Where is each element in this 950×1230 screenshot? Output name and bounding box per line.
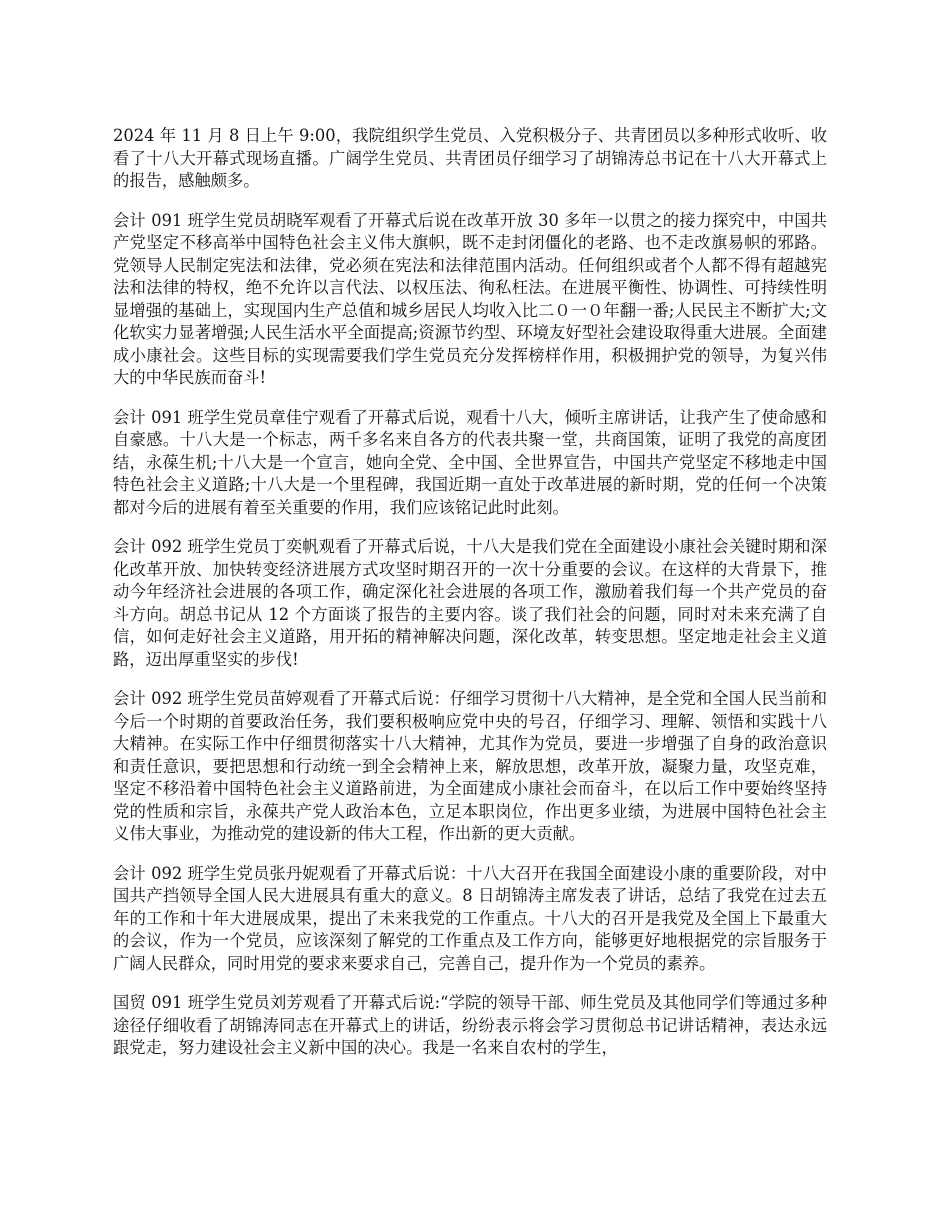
paragraph-zhang-danni: 会计 092 班学生党员张丹妮观看了开幕式后说：十八大召开在我国全面建设小康的重要阶段，对中国共产挡领导全国人民大进展具有重大的意义。8 日胡锦涛主席发表了讲话，总结了我党在过去五年的工作和十年大进展成果，提出了未来我党的工作重点。十八大的召开是我党及全国上下最重大的会议，作为一个党员，应该深刻了解党的工作重点及工作方向，能够更好地根据党的宗旨服务于广阔人民群众，同时用党的要求来要求自己，完善自己，提升作为一个党员的素养。 [113, 863, 827, 973]
paragraph-miao-ting: 会计 092 班学生党员苗婷观看了开幕式后说：仔细学习贯彻十八大精神，是全党和全国人民当前和今后一个时期的首要政治任务，我们要积极响应党中央的号召，仔细学习、理解、领悟和实践十八大精神。在实际工作中仔细贯彻落实十八大精神，尤其作为党员，要进一步增强了自身的政治意识和责任意识，要把思想和行动统一到全会精神上来，解放思想，改革开放，凝聚力量，攻坚克难，坚定不移沿着中国特色社会主义道路前进，为全面建成小康社会而奋斗，在以后工作中要始终坚持党的性质和宗旨，永葆共产党人政治本色，立足本职岗位，作出更多业绩，为进展中国特色社会主义伟大事业，为推动党的建设新的伟大工程，作出新的更大贡献。 [113, 689, 827, 843]
document-body [113, 125, 827, 1077]
paragraph-intro: 2024 年 11 月 8 日上午 9:00，我院组织学生党员、入党积极分子、共青团员以多种形式收听、收看了十八大开幕式现场直播。广阔学生党员、共青团员仔细学习了胡锦涛总书记在十八大开幕式上的报告，感触颇多。 [113, 126, 827, 190]
paragraph-liu-fang: 国贸 091 班学生党员刘芳观看了开幕式后说:“学院的领导干部、师生党员及其他同学们等通过多种途径仔细收看了胡锦涛同志在开幕式上的讲话，纷纷表示将会学习贯彻总书记讲话精神，表达永远跟党走，努力建设社会主义新中国的决心。我是一名来自农村的学生， [113, 993, 827, 1057]
paragraph-hu-xiaojun: 会计 091 班学生党员胡晓军观看了开幕式后说在改革开放 30 多年一以贯之的接力探究中，中国共产党坚定不移高举中国特色社会主义伟大旗帜，既不走封闭僵化的老路、也不走改旗易帜的邪路。党领导人民制定宪法和法律，党必须在宪法和法律范围内活动。任何组织或者个人都不得有超越宪法和法律的特权，绝不允许以言代法、以权压法、徇私枉法。在进展平衡性、协调性、可持续性明显增强的基础上，实现国内生产总值和城乡居民人均收入比二０一０年翻一番;人民民主不断扩大;文化软实力显著增强;人民生活水平全面提高;资源节约型、环境友好型社会建设取得重大进展。全面建成小康社会。这些目标的实现需要我们学生党员充分发挥榜样作用，积极拥护党的领导，为复兴伟大的中华民族而奋斗! [113, 210, 827, 387]
paragraph-zhang-jianing: 会计 091 班学生党员章佳宁观看了开幕式后说，观看十八大，倾听主席讲话，让我产生了使命感和自豪感。十八大是一个标志，两千多名来自各方的代表共聚一堂，共商国策，证明了我党的高度团结，永葆生机;十八大是一个宣言，她向全党、全中国、全世界宣告，中国共产党坚定不移地走中国特色社会主义道路;十八大是一个里程碑，我国近期一直处于改革进展的新时期，党的任何一个决策都对今后的进展有着至关重要的作用，我们应该铭记此时此刻。 [113, 407, 827, 517]
paragraph-ding-yifan: 会计 092 班学生党员丁奕帆观看了开幕式后说，十八大是我们党在全面建设小康社会关键时期和深化改革开放、加快转变经济进展方式攻坚时期召开的一次十分重要的会议。在这样的大背景下，推动今年经济社会进展的各项工作，确定深化社会进展的各项工作，激励着我们每一个共产党员的奋斗方向。胡总书记从 12 个方面谈了报告的主要内容。谈了我们社会的问题，同时对未来充满了自信，如何走好社会主义道路，用开拓的精神解决问题，深化改革，转变思想。坚定地走社会主义道路，迈出厚重坚实的步伐! [113, 537, 827, 669]
